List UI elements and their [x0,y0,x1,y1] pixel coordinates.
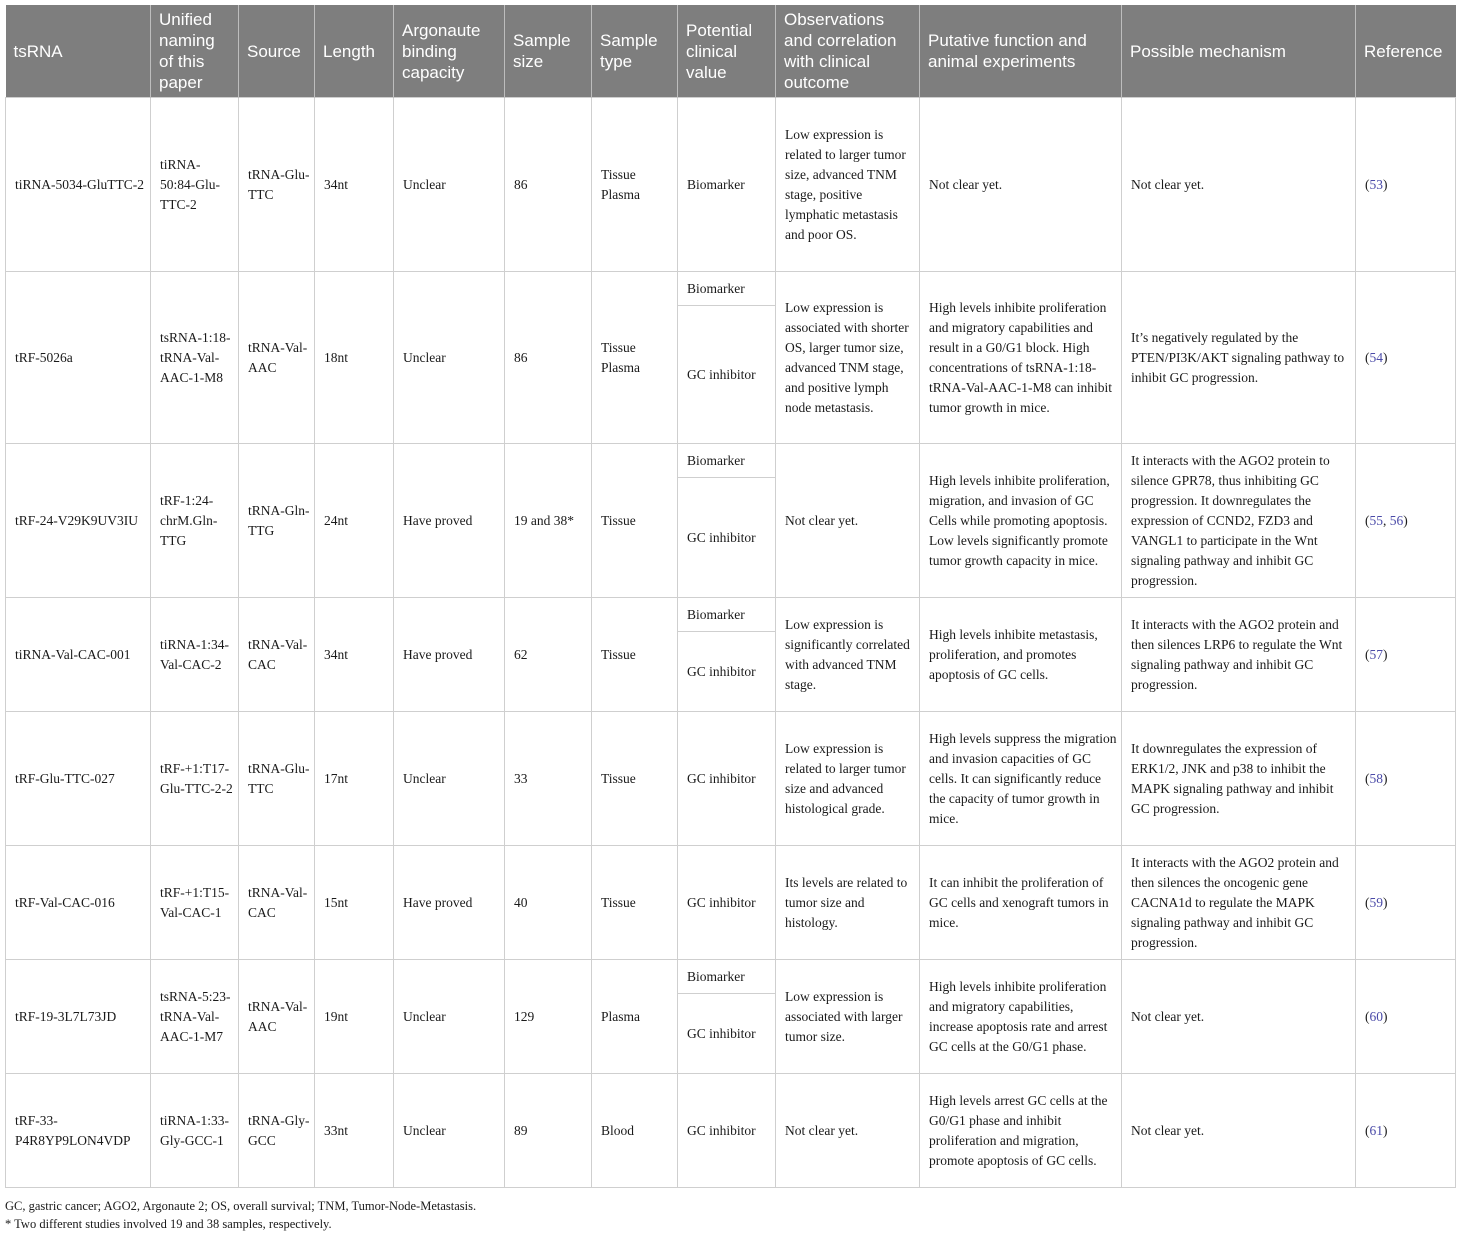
cell-source: tRNA-Glu-TTC [239,712,315,846]
cell-observations: Low expression is related to larger tumor size and advanced histological grade. [776,712,920,846]
cell-argonaute: Unclear [394,712,505,846]
cell-argonaute: Have proved [394,444,505,598]
header-length: Length [315,5,394,98]
clinical-value-item: Biomarker [678,272,775,306]
reference-link[interactable]: 54 [1369,349,1383,365]
header-argonaute: Argonaute binding capacity [394,5,505,98]
cell-unified-naming: tsRNA-5:23-tRNA-Val-AAC-1-M7 [151,960,239,1074]
cell-clinical-value [678,598,776,712]
cell-clinical-value [678,960,776,1074]
cell-tsrna: tiRNA-5034-GluTTC-2 [6,98,151,272]
cell-source: tRNA-Gln-TTG [239,444,315,598]
reference-link[interactable]: 56 [1389,512,1404,528]
cell-mechanism: It’s negatively regulated by the PTEN/PI3K/AKT signaling pathway to inhibit GC progression. [1122,272,1356,444]
clinical-value-item: Biomarker [678,444,775,478]
cell-unified-naming: tRF-+1:T15-Val-CAC-1 [151,846,239,960]
cell-length: 24nt [315,444,394,598]
table-row [6,98,1456,272]
table-row [6,712,1456,846]
clinical-value-item: Biomarker [678,960,775,994]
cell-unified-naming: tRF-1:24-chrM.Gln-TTG [151,444,239,598]
cell-tsrna: tRF-Glu-TTC-027 [6,712,151,846]
reference-link[interactable]: 57 [1369,646,1383,662]
cell-tsrna: tRF-33-P4R8YP9LON4VDP [6,1074,151,1188]
cell-sample-type: Tissue [592,846,678,960]
cell-function: It can inhibit the proliferation of GC cells and xenograft tumors in mice. [920,846,1122,960]
header-clinical-value: Potential clinical value [678,5,776,98]
cell-observations: Not clear yet. [776,1074,920,1188]
header-source: Source [239,5,315,98]
header-function: Putative function and animal experiments [920,5,1122,98]
cell-mechanism: It interacts with the AGO2 protein and then silences the oncogenic gene CACNA1d to regulate the MAPK signaling pathway and inhibit GC progression. [1122,846,1356,960]
cell-source: tRNA-Val-AAC [239,272,315,444]
cell-reference: (55, 56) [1356,444,1456,598]
header-observations: Observations and correlation with clinical outcome [776,5,920,98]
header-sample-type: Sample type [592,5,678,98]
cell-mechanism: Not clear yet. [1122,98,1356,272]
cell-clinical-value: Biomarker [678,98,776,272]
cell-source: tRNA-Val-CAC [239,846,315,960]
footnote-sample-note: * Two different studies involved 19 and 38 samples, respectively. [5,1217,332,1231]
cell-sample-type: Blood [592,1074,678,1188]
cell-unified-naming: tiRNA-1:34-Val-CAC-2 [151,598,239,712]
table-row [6,272,1456,444]
table-row [6,960,1456,1074]
cell-clinical-value [678,272,776,444]
cell-observations: Its levels are related to tumor size and histology. [776,846,920,960]
clinical-value-item: GC inhibitor [687,366,756,382]
cell-function: High levels suppress the migration and invasion capacities of GC cells. It can significantly reduce the capacity of tumor growth in mice. [920,712,1122,846]
cell-sample-size: 86 [505,272,592,444]
cell-function: High levels inhibite proliferation and migratory capabilities and result in a G0/G1 block. High concentrations of tsRNA-1:18-tRNA-Val-AAC-1-M8 can inhibit tumor growth in mice. [920,272,1122,444]
cell-sample-size: 89 [505,1074,592,1188]
cell-length: 19nt [315,960,394,1074]
cell-mechanism: It interacts with the AGO2 protein and then silences LRP6 to regulate the Wnt signaling pathway and inhibit GC progression. [1122,598,1356,712]
cell-sample-type: Plasma [592,960,678,1074]
cell-clinical-value: GC inhibitor [678,846,776,960]
cell-function: High levels inhibite proliferation and migratory capabilities, increase apoptosis rate and arrest GC cells at the G0/G1 phase. [920,960,1122,1074]
footnote-abbreviations: GC, gastric cancer; AGO2, Argonaute 2; OS, overall survival; TNM, Tumor-Node-Metastasis. [5,1199,477,1213]
cell-sample-size: 40 [505,846,592,960]
reference-link[interactable]: 59 [1369,894,1383,910]
reference-link[interactable]: 55 [1369,512,1383,528]
table-row [6,846,1456,960]
cell-tsrna: tRF-Val-CAC-016 [6,846,151,960]
reference-link[interactable]: 53 [1369,176,1383,192]
cell-tsrna: tRF-19-3L7L73JD [6,960,151,1074]
cell-tsrna: tRF-24-V29K9UV3IU [6,444,151,598]
reference-link[interactable]: 61 [1369,1122,1383,1138]
cell-unified-naming: tiRNA-1:33-Gly-GCC-1 [151,1074,239,1188]
cell-length: 34nt [315,598,394,712]
header-row [6,5,1456,98]
cell-mechanism: Not clear yet. [1122,960,1356,1074]
header-reference: Reference [1356,5,1456,98]
cell-unified-naming: tiRNA-50:84-Glu-TTC-2 [151,98,239,272]
clinical-value-item: GC inhibitor [687,1025,756,1041]
header-sample-size: Sample size [505,5,592,98]
cell-observations: Low expression is related to larger tumor size, advanced TNM stage, positive lymphatic metastasis and poor OS. [776,98,920,272]
cell-unified-naming: tsRNA-1:18-tRNA-Val-AAC-1-M8 [151,272,239,444]
table-row [6,598,1456,712]
header-tsrna: tsRNA [6,5,151,98]
cell-function: High levels inhibite metastasis, proliferation, and promotes apoptosis of GC cells. [920,598,1122,712]
cell-observations: Low expression is significantly correlated with advanced TNM stage. [776,598,920,712]
cell-sample-size: 129 [505,960,592,1074]
cell-reference: (54) [1356,272,1456,444]
cell-mechanism: Not clear yet. [1122,1074,1356,1188]
cell-argonaute: Unclear [394,272,505,444]
cell-argonaute: Have proved [394,846,505,960]
cell-sample-size: 33 [505,712,592,846]
cell-tsrna: tiRNA-Val-CAC-001 [6,598,151,712]
cell-sample-size: 19 and 38* [505,444,592,598]
cell-argonaute: Unclear [394,960,505,1074]
header-mechanism: Possible mechanism [1122,5,1356,98]
reference-link[interactable]: 60 [1369,1008,1383,1024]
cell-mechanism: It downregulates the expression of ERK1/2, JNK and p38 to inhibit the MAPK signaling pathway and inhibit GC progression. [1122,712,1356,846]
cell-sample-type: Tissue Plasma [592,272,678,444]
cell-argonaute: Unclear [394,1074,505,1188]
cell-reference: (57) [1356,598,1456,712]
cell-observations: Low expression is associated with shorter OS, larger tumor size, advanced TNM stage, and positive lymph node metastasis. [776,272,920,444]
cell-sample-type: Tissue [592,598,678,712]
cell-function: High levels arrest GC cells at the G0/G1 phase and inhibit proliferation and migration, promote apoptosis of GC cells. [920,1074,1122,1188]
cell-reference: (58) [1356,712,1456,846]
cell-sample-type: Tissue [592,712,678,846]
cell-source: tRNA-Val-CAC [239,598,315,712]
cell-sample-size: 86 [505,98,592,272]
cell-clinical-value: GC inhibitor [678,712,776,846]
cell-reference: (53) [1356,98,1456,272]
cell-reference: (59) [1356,846,1456,960]
cell-observations: Low expression is associated with larger tumor size. [776,960,920,1074]
clinical-value-item: GC inhibitor [687,529,756,545]
cell-unified-naming: tRF-+1:T17-Glu-TTC-2-2 [151,712,239,846]
cell-sample-type: Tissue [592,444,678,598]
cell-function: High levels inhibite proliferation, migration, and invasion of GC Cells while promoting apoptosis. Low levels significantly promote tumor growth capacity in mice. [920,444,1122,598]
tsrna-table [5,5,1456,1188]
clinical-value-item: GC inhibitor [687,663,756,679]
cell-argonaute: Unclear [394,98,505,272]
cell-length: 17nt [315,712,394,846]
clinical-value-item: Biomarker [678,598,775,632]
cell-tsrna: tRF-5026a [6,272,151,444]
cell-function: Not clear yet. [920,98,1122,272]
table-row [6,1074,1456,1188]
cell-length: 34nt [315,98,394,272]
reference-link[interactable]: 58 [1369,770,1383,786]
cell-length: 33nt [315,1074,394,1188]
cell-mechanism: It interacts with the AGO2 protein to silence GPR78, thus inhibiting GC progression. It downregulates the expression of CCND2, FZD3 and VANGL1 to participate in the Wnt signaling pathway and inhibit GC progression. [1122,444,1356,598]
cell-source: tRNA-Gly-GCC [239,1074,315,1188]
table-row [6,444,1456,598]
cell-clinical-value [678,444,776,598]
cell-length: 18nt [315,272,394,444]
cell-clinical-value: GC inhibitor [678,1074,776,1188]
cell-observations: Not clear yet. [776,444,920,598]
cell-length: 15nt [315,846,394,960]
cell-sample-type: Tissue Plasma [592,98,678,272]
header-unified-naming: Unified naming of this paper [151,5,239,98]
cell-reference: (61) [1356,1074,1456,1188]
cell-argonaute: Have proved [394,598,505,712]
cell-source: tRNA-Val-AAC [239,960,315,1074]
cell-sample-size: 62 [505,598,592,712]
cell-source: tRNA-Glu-TTC [239,98,315,272]
cell-reference: (60) [1356,960,1456,1074]
